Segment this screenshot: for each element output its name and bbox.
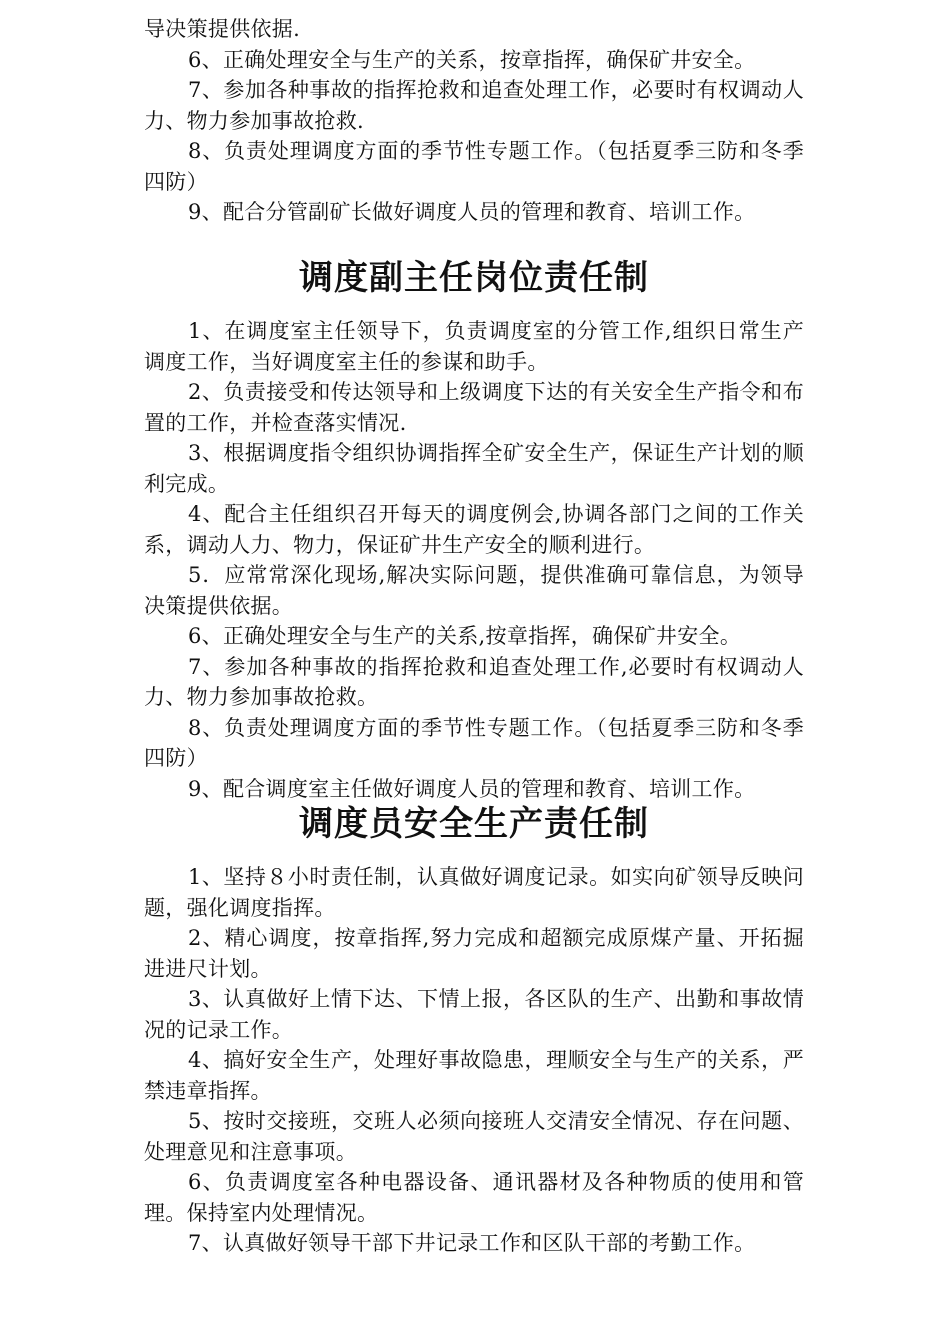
section-dispatcher bbox=[144, 802, 804, 846]
paragraph: 7、认真做好领导干部下井记录工作和区队干部的考勤工作。 bbox=[188, 1231, 756, 1255]
paragraph: 8、负责处理调度方面的季节性专题工作。（包括夏季三防和冬季四防） bbox=[144, 139, 804, 194]
paragraph: 7、参加各种事故的指挥抢救和追查处理工作，必要时有权调动人力、物力参加事故抢救. bbox=[144, 78, 804, 133]
paragraph: 4、搞好安全生产，处理好事故隐患，理顺安全与生产的关系，严禁违章指挥。 bbox=[144, 1048, 804, 1103]
paragraph: 6、负责调度室各种电器设备、通讯器材及各种物质的使用和管理。保持室内处理情况。 bbox=[144, 1170, 804, 1225]
section-deputy-director-body bbox=[144, 316, 804, 804]
paragraph: 3、认真做好上情下达、下情上报，各区队的生产、出勤和事故情况的记录工作。 bbox=[144, 987, 804, 1042]
paragraph: 导决策提供依据. bbox=[144, 17, 301, 41]
paragraph: 6、正确处理安全与生产的关系，按章指挥，确保矿井安全。 bbox=[188, 47, 756, 72]
paragraph: 4、配合主任组织召开每天的调度例会,协调各部门之间的工作关系，调动人力、物力，保证矿井生产安全的顺利进行。 bbox=[144, 502, 804, 557]
paragraph: 9、配合调度室主任做好调度人员的管理和教育、培训工作。 bbox=[188, 776, 756, 801]
paragraph: 7、参加各种事故的指挥抢救和追查处理工作,必要时有权调动人力、物力参加事故抢救。 bbox=[144, 654, 804, 709]
paragraph: 1、坚持８小时责任制，认真做好调度记录。如实向矿领导反映问题，强化调度指挥。 bbox=[144, 865, 804, 920]
paragraph: 5、按时交接班，交班人必须向接班人交清安全情况、存在问题、处理意见和注意事项。 bbox=[144, 1109, 804, 1164]
paragraph: 2、精心调度，按章指挥,努力完成和超额完成原煤产量、开拓掘进进尺计划。 bbox=[144, 926, 804, 981]
paragraph: 6、正确处理安全与生产的关系,按章指挥，确保矿井安全。 bbox=[188, 624, 742, 648]
section-title: 调度副主任岗位责任制 bbox=[299, 258, 649, 298]
paragraph: 3、根据调度指令组织协调指挥全矿安全生产，保证生产计划的顺利完成。 bbox=[144, 441, 804, 496]
top-section bbox=[144, 14, 804, 228]
paragraph: 8、负责处理调度方面的季节性专题工作。（包括夏季三防和冬季四防） bbox=[144, 715, 804, 770]
section-dispatcher-body bbox=[144, 862, 804, 1259]
paragraph: 1、在调度室主任领导下，负责调度室的分管工作,组织日常生产调度工作，当好调度室主任的参谋和助手。 bbox=[144, 319, 804, 374]
paragraph: 5．应常常深化现场,解决实际问题，提供准确可靠信息，为领导决策提供依据。 bbox=[144, 563, 804, 618]
paragraph: 2、负责接受和传达领导和上级调度下达的有关安全生产指令和布置的工作，并检查落实情况. bbox=[144, 380, 804, 435]
section-deputy-director bbox=[144, 256, 804, 300]
section-title: 调度员安全生产责任制 bbox=[299, 804, 649, 844]
paragraph: 9、配合分管副矿长做好调度人员的管理和教育、培训工作。 bbox=[188, 200, 756, 224]
